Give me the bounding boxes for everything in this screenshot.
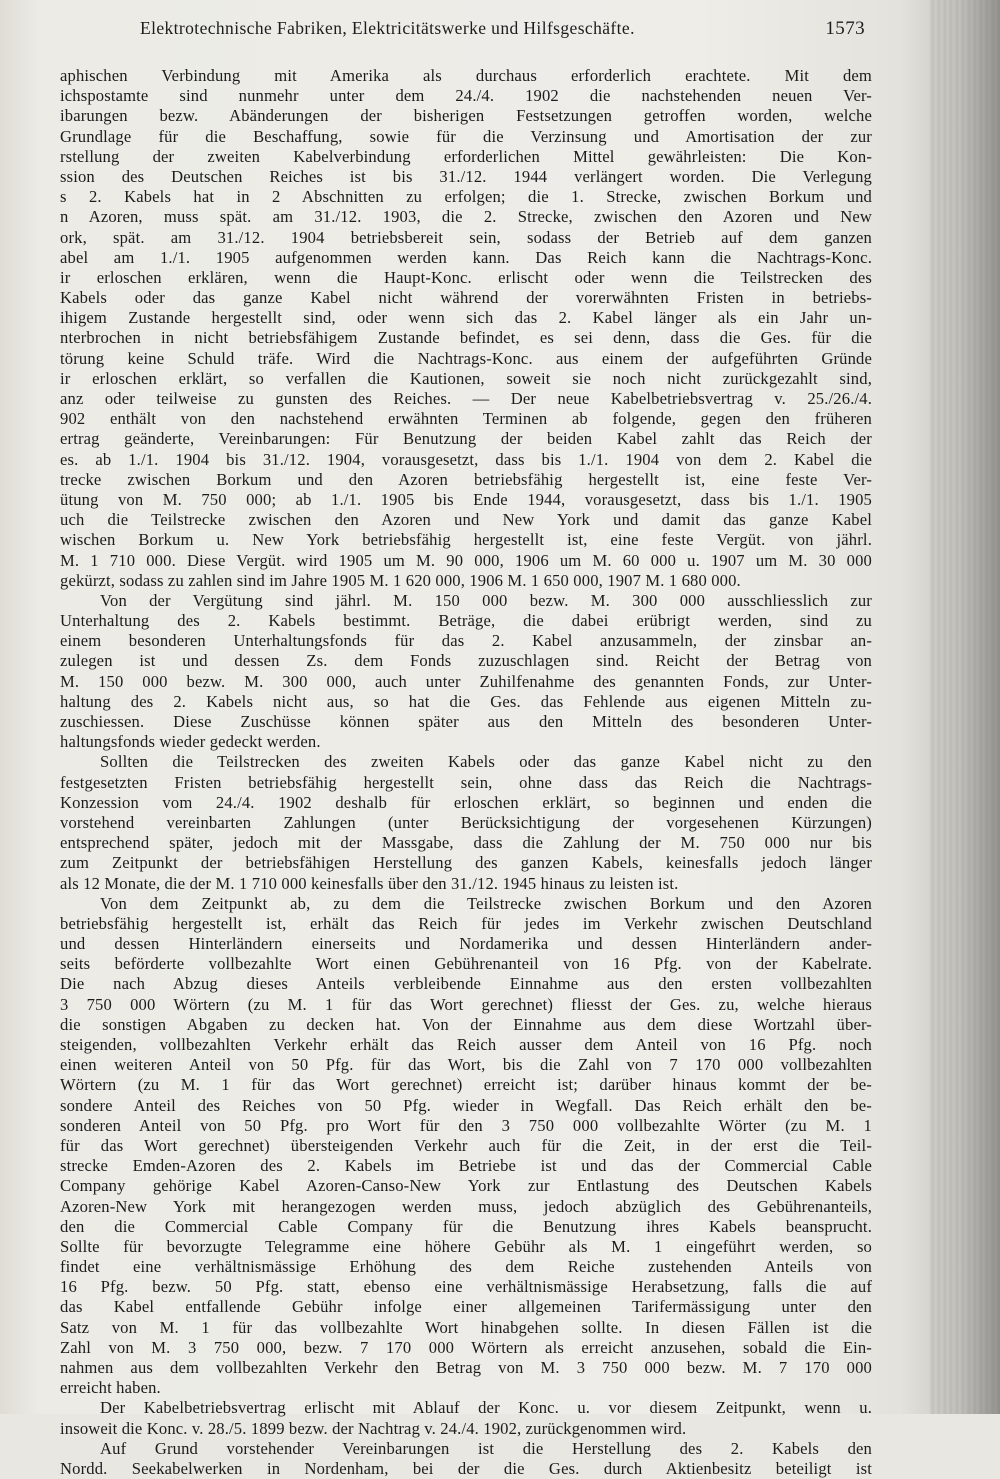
text-line: ichspostamte sind nunmehr unter dem 24./4. 1902 die nachstehenden neuen Ver- <box>60 86 872 106</box>
text-line: Der Kabelbetriebsvertrag erlischt mit Ablauf der Konc. u. vor diesem Zeitpunkt, wenn u. <box>100 1398 872 1418</box>
text-line: Von dem Zeitpunkt ab, zu dem die Teilstrecke zwischen Borkum und den Azoren <box>100 893 872 913</box>
text-line: es. ab 1./1. 1904 bis 31./12. 1904, vorausgesetzt, dass bis 1./1. 1904 von dem 2. Kabel die <box>60 449 872 469</box>
text-line: ir erloschen erklären, wenn die Haupt-Konc. erlischt oder wenn die Teilstrecken des <box>60 267 872 287</box>
text-line: den die Commercial Cable Company für die Benutzung ihres Kabels beansprucht. <box>60 1216 872 1236</box>
text-line: erreicht haben. <box>60 1378 161 1398</box>
text-line: seits beförderte vollbezahlte Wort einen Gebührenanteil von 16 Pfg. von der Kabelrate. <box>60 954 872 974</box>
text-line: 16 Pfg. bezw. 50 Pfg. statt, ebenso eine verhältnismässige Herabsetzung, falls die auf <box>60 1277 872 1297</box>
text-line: Konzession vom 24./4. 1902 deshalb für erloschen erklärt, so beginnen und enden die <box>60 792 872 812</box>
text-line: Nordd. Seekabelwerken in Nordenham, bei der die Ges. durch Aktienbesitz beteiligt ist <box>60 1458 872 1478</box>
text-line: nahmen aus dem vollbezahlten Verkehr den Betrag von M. 3 750 000 bezw. M. 7 170 000 <box>60 1358 872 1377</box>
text-line: betriebsfähig hergestellt ist, erhält das Reich für jedes im Verkehr zwischen Deutschland <box>60 913 872 933</box>
text-line: Wörtern (zu M. 1 für das Wort gerechnet) erreicht ist; darüber hinaus kommt der be- <box>60 1075 872 1095</box>
text-line: Die nach Abzug dieses Anteils verbleibende Einnahme aus den ersten vollbezahlten <box>60 974 872 994</box>
text-line: sondere Anteil des Reiches von 50 Pfg. wieder in Wegfall. Das Reich erhält den be- <box>60 1095 872 1115</box>
text-line: und dessen Hinterländern einerseits und Nordamerika und dessen Hinterländern ander- <box>60 934 872 954</box>
text-line: wischen Borkum u. New York betriebsfähig hergestellt ist, eine feste Vergüt. von jährl. <box>60 530 872 550</box>
text-line: haltungsfonds wieder gedeckt werden. <box>60 732 321 752</box>
text-line: abel am 1./1. 1905 aufgenommen werden kann. Das Reich kann die Nachtrags-Konc. <box>60 247 872 267</box>
text-line: ütung von M. 750 000; ab 1./1. 1905 bis Ende 1944, vorausgesetzt, dass bis 1./1. 1905 <box>60 489 872 509</box>
body-text <box>60 66 872 1479</box>
text-line: sonderen Anteil von 50 Pfg. pro Wort für den 3 750 000 vollbezahlte Wörter (zu M. 1 <box>60 1115 872 1135</box>
text-line: strecke Emden-Azoren des 2. Kabels im Betriebe ist und das der Commercial Cable <box>60 1156 872 1176</box>
text-line: aphischen Verbindung mit Amerika als durchaus erforderlich erachtete. Mit dem <box>60 66 872 85</box>
text-line: Sollten die Teilstrecken des zweiten Kabels oder das ganze Kabel nicht zu den <box>100 752 872 772</box>
text-line: uch die Teilstrecke zwischen den Azoren und New York und damit das ganze Kabel <box>60 510 872 530</box>
text-line: trecke zwischen Borkum und den Azoren betriebsfähig hergestellt ist, eine feste Ver- <box>60 469 872 489</box>
text-line: Kabels oder das ganze Kabel nicht während der vorerwähnten Fristen in betriebs- <box>60 288 872 308</box>
text-line: für das Wort gerechnet) übersteigenden Verkehr auch für die Zeit, in der erst die Teil- <box>60 1135 872 1155</box>
text-line: rstellung der zweiten Kabelverbindung erforderlichen Mittel gewährleisten: Die Kon- <box>60 146 872 166</box>
text-line: zuschiessen. Diese Zuschüsse können später aus den Mitteln des besonderen Unter- <box>60 712 872 731</box>
text-line: nterbrochen in nicht betriebsfähigem Zustande befindet, es sei denn, dass die Ges. für die <box>60 328 872 348</box>
binding-shadow <box>930 0 1000 1414</box>
text-line: das Kabel entfallende Gebühr infolge einer allgemeinen Tarifermässigung unter den <box>60 1297 872 1317</box>
text-line: Company gehörige Kabel Azoren-Canso-New York zur Entlastung des Deutschen Kabels <box>60 1176 872 1196</box>
text-line: gekürzt, sodass zu zahlen sind im Jahre 1905 M. 1 620 000, 1906 M. 1 650 000, 1907 M. 1 680 000. <box>60 570 741 590</box>
text-line: törung keine Schuld träfe. Wird die Nachtrags-Konc. aus einem der aufgeführten Gründe <box>60 348 872 368</box>
text-line: ihigem Zustande hergestellt sind, oder wenn sich das 2. Kabel länger als ein Jahr un- <box>60 308 872 328</box>
text-line: ibarungen bezw. Abänderungen der bisherigen Festsetzungen getroffen worden, welche <box>60 106 872 126</box>
text-line: Von der Vergütung sind jährl. M. 150 000 bezw. M. 300 000 ausschliesslich zur <box>100 590 872 610</box>
text-line: haltung des 2. Kabels nicht aus, so hat die Ges. das Fehlende aus eigenen Mitteln zu- <box>60 691 872 711</box>
text-line: M. 1 710 000. Diese Vergüt. wird 1905 um M. 90 000, 1906 um M. 60 000 u. 1907 um M. 30 000 <box>60 550 872 570</box>
text-line: Auf Grund vorstehender Vereinbarungen ist die Herstellung des 2. Kabels den <box>100 1438 872 1458</box>
text-line: entsprechend später, jedoch mit der Massgabe, dass die Zahlung der M. 750 000 nur bis <box>60 833 872 853</box>
running-header <box>140 18 865 46</box>
text-line: Satz von M. 1 für das vollbezahlte Wort hinabgehen sollte. In diesen Fällen ist die <box>60 1317 872 1337</box>
text-line: zum Zeitpunkt der betriebsfähigen Herstellung des ganzen Kabels, keinesfalls jedoch länger <box>60 853 872 873</box>
page-number: 1573 <box>825 18 865 39</box>
text-line: M. 150 000 bezw. M. 300 000, auch unter Zuhilfenahme des genannten Fonds, zur Unter- <box>60 671 872 691</box>
text-line: die sonstigen Abgaben zu decken hat. Von der Einnahme aus dem diese Wortzahl über- <box>60 1014 872 1034</box>
text-line: festgesetzten Fristen betriebsfähig hergestellt sein, ohne dass das Reich die Nachtrags- <box>60 772 872 792</box>
text-line: ertrag geänderte, Vereinbarungen: Für Benutzung der beiden Kabel zahlt das Reich der <box>60 429 872 449</box>
text-line: Sollte für bevorzugte Telegramme eine höhere Gebühr als M. 1 eingeführt werden, so <box>60 1236 872 1256</box>
text-line: anz oder teilweise zu gunsten des Reiches. — Der neue Kabelbetriebsvertrag v. 25./26./4. <box>60 389 872 408</box>
text-line: ork, spät. am 31./12. 1904 betriebsbereit sein, sodass der Betrieb auf dem ganzen <box>60 227 872 247</box>
text-line: ir erloschen erklärt, so verfallen die Kautionen, soweit sie noch nicht zurückgezahlt sind, <box>60 368 872 388</box>
text-line: vorstehend vereinbarten Zahlungen (unter Berücksichtigung der vorgesehenen Kürzungen) <box>60 812 872 832</box>
text-line: als 12 Monate, die der M. 1 710 000 keinesfalls über den 31./12. 1945 hinaus zu leisten ist. <box>60 873 679 893</box>
text-line: Grundlage für die Beschaffung, sowie für die Verzinsung und Amortisation der zur <box>60 126 872 146</box>
text-line: 902 enthält von den nachstehend erwähnten Terminen ab folgende, gegen den früheren <box>60 409 872 429</box>
text-line: insoweit die Konc. v. 28./5. 1899 bezw. der Nachtrag v. 24./4. 1902, zurückgenommen wird. <box>60 1418 687 1438</box>
text-line: Zahl von M. 3 750 000, bezw. 7 170 000 Wörtern als erreicht anzusehen, sobald die Ein- <box>60 1337 872 1357</box>
text-line: steigenden, vollbezahlten Verkehr erhält das Reich ausser dem Anteil von 16 Pfg. noch <box>60 1035 872 1054</box>
text-line: s 2. Kabels hat in 2 Abschnitten zu erfolgen; die 1. Strecke, zwischen Borkum und <box>60 187 872 207</box>
text-line: findet eine verhältnismässige Erhöhung des dem Reiche zustehenden Anteils von <box>60 1257 872 1277</box>
text-line: Unterhaltung des 2. Kabels bestimmt. Beträge, die dabei erübrigt werden, sind zu <box>60 611 872 631</box>
text-line: zulegen ist und dessen Zs. dem Fonds zuzuschlagen sind. Reicht der Betrag von <box>60 651 872 671</box>
header-title: Elektrotechnische Fabriken, Elektricitätswerke und Hilfsgeschäfte. <box>140 18 635 38</box>
text-line: 3 750 000 Wörtern (zu M. 1 für das Wort gerechnet) fliesst der Ges. zu, welche hieraus <box>60 994 872 1014</box>
text-line: einen weiteren Anteil von 50 Pfg. für das Wort, bis die Zahl von 7 170 000 vollbezahlten <box>60 1055 872 1075</box>
text-line: ssion des Deutschen Reiches ist bis 31./12. 1944 verlängert worden. Die Verlegung <box>60 166 872 186</box>
text-line: n Azoren, muss spät. am 31./12. 1903, die 2. Strecke, zwischen den Azoren und New <box>60 207 872 227</box>
text-line: Azoren-New York mit herangezogen werden muss, jedoch abzüglich des Gebührenanteils, <box>60 1196 872 1216</box>
text-line: einem besonderen Unterhaltungsfonds für das 2. Kabel anzusammeln, der zinsbar an- <box>60 631 872 651</box>
